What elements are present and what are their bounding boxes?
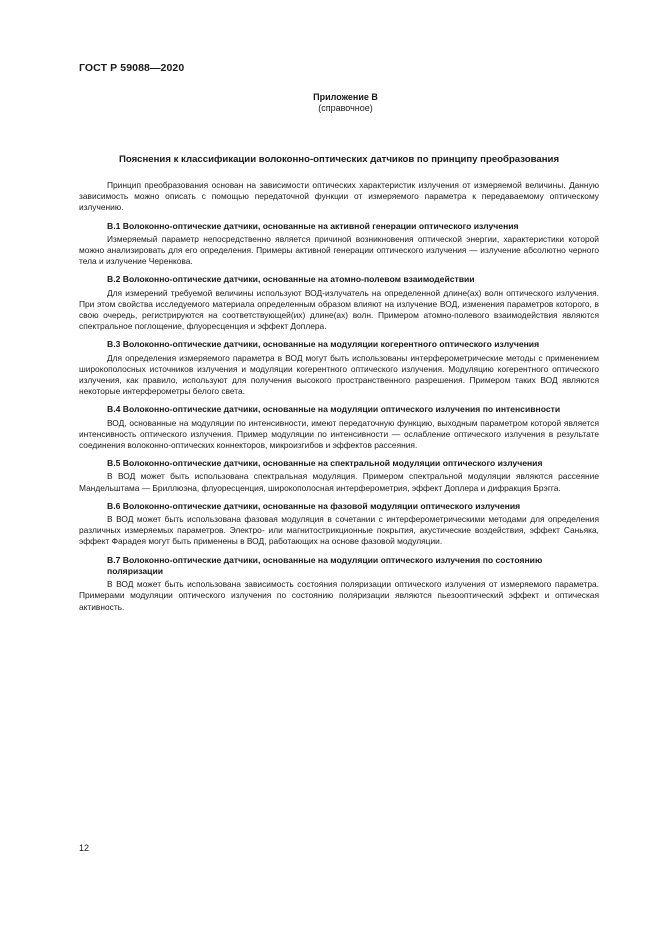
section-paragraph: Измеряемый параметр непосредственно является причиной возникновения оптической энергии, характеристики которой можно анализировать для его определения. Примеры активной генерации оптического излучения — излучение абсолютно черного тела и излучение Черенкова. [79,233,599,267]
appendix-subtitle: (справочное) [318,103,373,113]
section-heading: В.5 Волоконно-оптические датчики, основанные на спектральной модуляции оптического излучения [107,458,543,469]
section-paragraph: В ВОД может быть использована спектральная модуляция. Примером спектральной модуляции являются рассеяние Мандельштама — Бриллюэна, флуоресценция, широкополосная интерферометрия, эффект Доплера и дифракция Брэгга. [79,471,599,493]
section-paragraph: Для определения измеряемого параметра в ВОД могут быть использованы интерферометрические методы с применением широкополосных источников излучения и модуляции когерентного оптического излучения. Модуляцию когерентного оптического излучения, как правило, используют для получения высокого пространственного разрешения. Примером таких ВОД являются некоторые интерферометры белого света. [79,352,599,397]
section-heading: В.6 Волоконно-оптические датчики, основанные на фазовой модуляции оптического излучения [107,500,521,511]
page-title: Пояснения к классификации волоконно-оптических датчиков по принципу преобразования [118,154,560,165]
section-heading: В.1 Волоконно-оптические датчики, основанные на активной генерации оптического излучения [107,220,519,231]
intro-paragraph: Принцип преобразования основан на зависимости оптических характеристик излучения от измеряемой величины. Данную зависимость можно описать с помощью передаточной функции от измеряемого параметра к передаваемому оптическому излучению. [79,180,599,213]
page-number: 12 [79,843,90,853]
section-paragraph: Для измерений требуемой величины используют ВОД-излучатель на определенной длине(ах) волн оптического излучения. При этом свойства исследуемого материала определенным образом влияют на излучение ВОД, изменения параметров которого, в свою очередь, регистрируются на соответствующей(их) длине(ах) волн. Примером атомно-полевого взаимодействия являются спектральное поглощение, флуоресценция и эффект Доплера. [79,287,599,332]
appendix-heading [0,92,661,114]
section-heading: В.4 Волоконно-оптические датчики, основанные на модуляции оптического излучения по интенсивности [107,404,561,415]
section-heading: В.3 Волоконно-оптические датчики, основанные на модуляции когерентного оптического излучения [107,339,540,350]
section-paragraph: ВОД, основанные на модуляции по интенсивности, имеют передаточную функцию, выходным параметром которой является интенсивность оптического излучения. Пример модуляции по интенсивности — ослабление оптического излучения в результате соединения волоконно-оптических коннекторов, микроизгибов и эффектов рассеяния. [79,417,599,451]
section-paragraph: В ВОД может быть использована фазовая модуляция в сочетании с интерферометрическими методами для определения различных измеряемых параметров. Электро- или магнитострикционные покрытия, акустические воздействия, эффект Саньяка, эффект Фарадея могут быть применены в ВОД, работающих на основе фазовой модуляции. [79,514,599,547]
document-body [79,180,599,613]
section-heading: В.2 Волоконно-оптические датчики, основанные на атомно-полевом взаимодействии [107,274,475,285]
standard-code: ГОСТ Р 59088—2020 [79,62,185,74]
section-heading: В.7 Волоконно-оптические датчики, основанные на модуляции оптического излучения по состоянию поляризации [107,554,543,576]
appendix-title: Приложение В [313,92,378,102]
section-paragraph: В ВОД может быть использована зависимость состояния поляризации оптического излучения от измеряемого параметра. Примерами модуляции оптического излучения по состоянию поляризации являются пьезооптический эффект и оптическая активность. [79,579,599,612]
